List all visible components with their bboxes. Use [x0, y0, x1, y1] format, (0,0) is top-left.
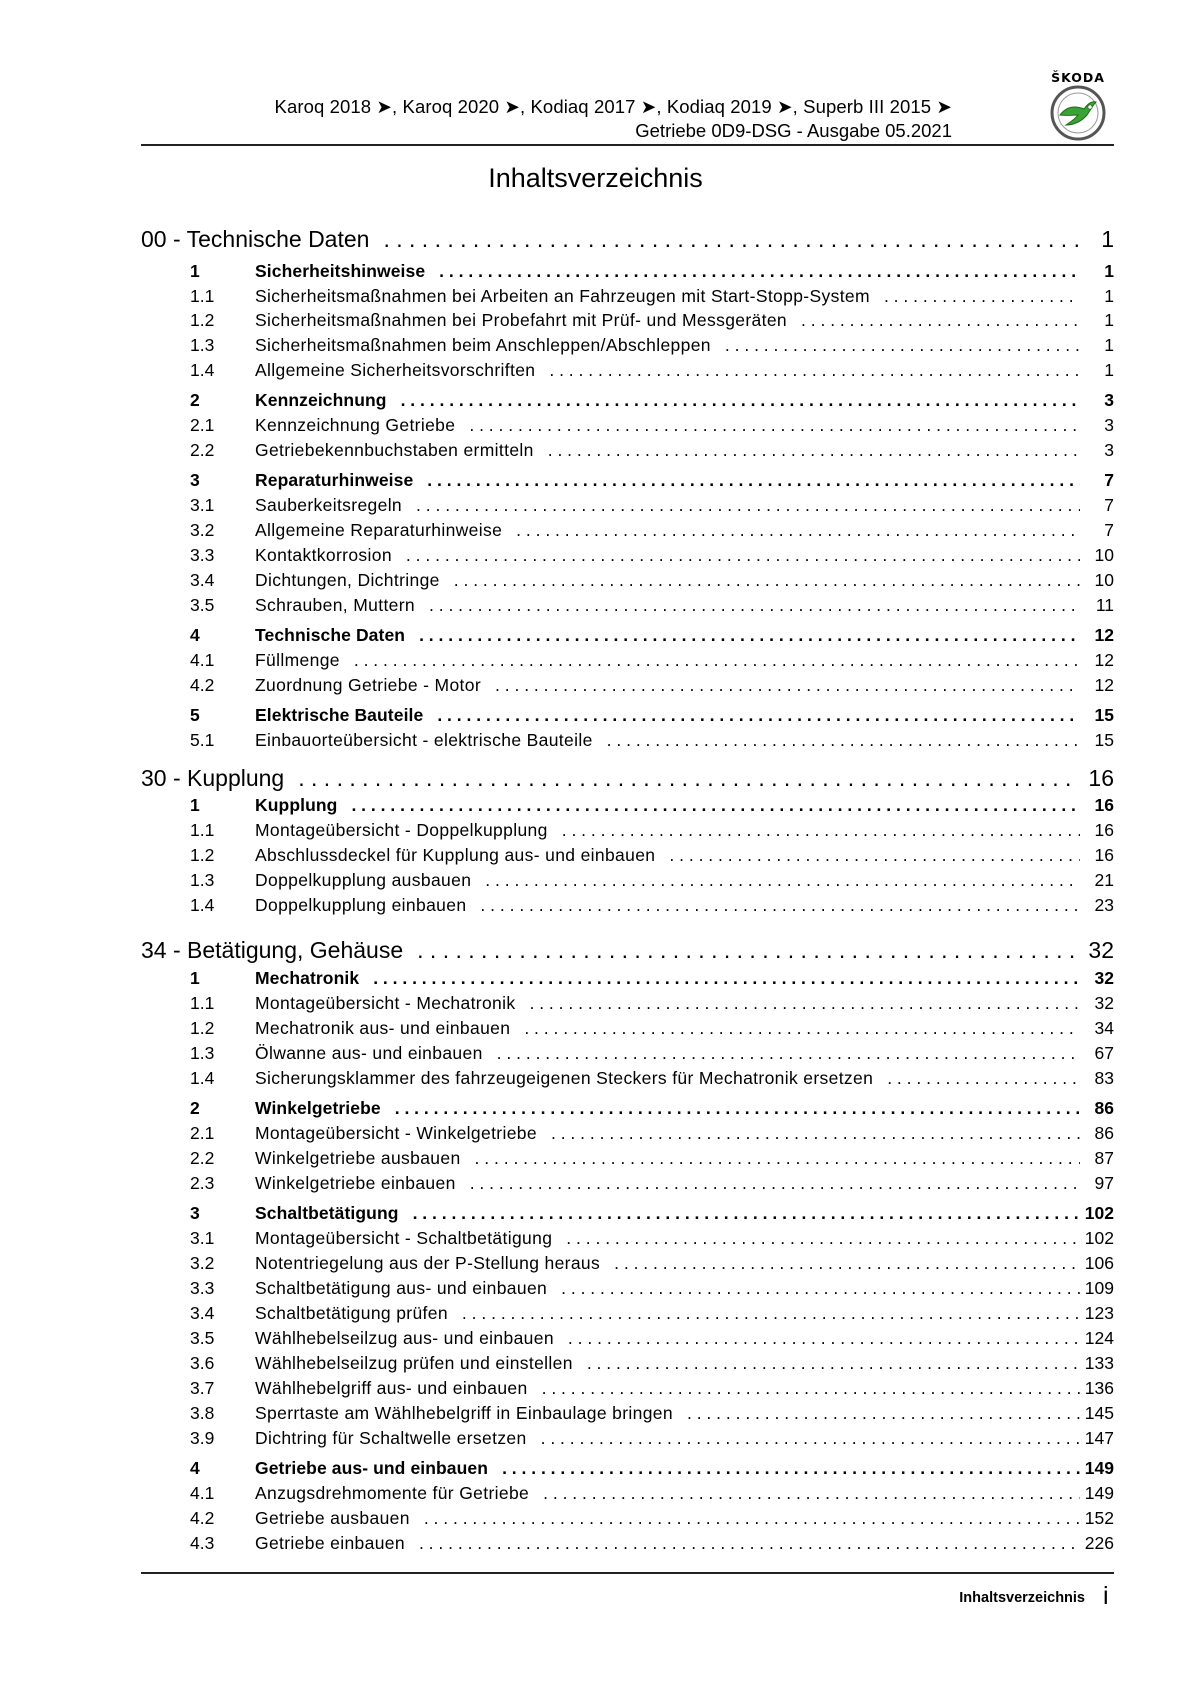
- toc-label: Sperrtaste am Wählhebelgriff in Einbaulage bringen: [255, 1403, 673, 1423]
- toc-subsection[interactable]: [141, 310, 1114, 332]
- toc-label: Abschlussdeckel für Kupplung aus- und einbauen: [255, 845, 656, 865]
- dot-leader: [403, 937, 1080, 964]
- toc-page-number: 67: [1094, 1043, 1114, 1063]
- toc-number: 3.4: [190, 1303, 215, 1323]
- toc-subsection[interactable]: [141, 1173, 1114, 1195]
- toc-section[interactable]: [141, 390, 1114, 412]
- toc-section[interactable]: [141, 705, 1114, 727]
- toc-number: 3.3: [190, 545, 215, 565]
- toc-section[interactable]: [141, 625, 1114, 647]
- dot-leader: [593, 730, 1080, 751]
- dot-leader: [547, 1278, 1080, 1299]
- toc-page-number: 123: [1084, 1303, 1114, 1323]
- toc-label: Schaltbetätigung prüfen: [255, 1303, 448, 1323]
- dot-leader: [405, 625, 1080, 646]
- toc-page-number: 149: [1084, 1483, 1114, 1503]
- dot-leader: [488, 1458, 1080, 1479]
- toc-label: Montageübersicht - Mechatronik: [255, 993, 516, 1013]
- toc-page-number: 86: [1094, 1098, 1114, 1118]
- toc-subsection[interactable]: [141, 1278, 1114, 1300]
- toc-number: 1: [190, 968, 200, 988]
- toc-number: 4.1: [190, 1483, 215, 1503]
- models-line: Karoq 2018 ➤, Karoq 2020 ➤, Kodiaq 2017 ➤, Kodiaq 2019 ➤, Superb III 2015 ➤: [274, 96, 952, 117]
- footer-section: Inhaltsverzeichnis: [959, 1590, 1085, 1606]
- toc-number: 3.1: [190, 495, 215, 515]
- toc-section[interactable]: [141, 261, 1114, 283]
- toc-subsection[interactable]: [141, 730, 1114, 752]
- toc-number: 3.2: [190, 1253, 215, 1273]
- toc-page-number: 1: [1104, 286, 1114, 306]
- toc-number: 3.8: [190, 1403, 215, 1423]
- toc-label: Winkelgetriebe einbauen: [255, 1173, 456, 1193]
- dot-leader: [548, 820, 1080, 841]
- toc-page-number: 1: [1101, 226, 1114, 252]
- dot-leader: [471, 870, 1080, 891]
- toc-label: Getriebe ausbauen: [255, 1508, 410, 1528]
- footer-rule: [141, 1572, 1114, 1574]
- toc-label: Doppelkupplung einbauen: [255, 895, 467, 915]
- toc-number: 4: [190, 1458, 200, 1478]
- toc-label: Sicherheitsmaßnahmen bei Arbeiten an Fahrzeugen mit Start-Stopp-System: [255, 286, 870, 306]
- dot-leader: [529, 1483, 1080, 1504]
- toc-label: Einbauorteübersicht - elektrische Bauteile: [255, 730, 593, 750]
- toc-subsection[interactable]: [141, 675, 1114, 697]
- dot-leader: [515, 993, 1080, 1014]
- dot-leader: [340, 650, 1080, 671]
- toc-label: 30 - Kupplung: [141, 765, 285, 791]
- footer-page-number: i: [1103, 1582, 1109, 1610]
- toc-number: 1.1: [190, 286, 215, 306]
- toc-page-number: 32: [1088, 937, 1114, 963]
- toc-label: Wählhebelseilzug prüfen und einstellen: [255, 1353, 573, 1373]
- toc-subsection[interactable]: [141, 1403, 1114, 1425]
- toc-subsection[interactable]: [141, 845, 1114, 867]
- toc-number: 4.2: [190, 675, 215, 695]
- toc-subsection[interactable]: [141, 1043, 1114, 1065]
- toc-page-number: 16: [1094, 845, 1114, 865]
- toc-label: Elektrische Bauteile: [255, 705, 424, 725]
- toc-label: Kennzeichnung Getriebe: [255, 415, 456, 435]
- toc-label: Mechatronik aus- und einbauen: [255, 1018, 511, 1038]
- dot-leader: [440, 570, 1080, 591]
- toc-page-number: 145: [1084, 1403, 1114, 1423]
- toc-number: 1: [190, 261, 200, 281]
- toc-subsection[interactable]: [141, 993, 1114, 1015]
- toc-label: Allgemeine Sicherheitsvorschriften: [255, 360, 536, 380]
- toc-label: Kupplung: [255, 795, 338, 815]
- toc-page-number: 1: [1104, 335, 1114, 355]
- toc-subsection[interactable]: [141, 440, 1114, 462]
- toc-number: 2.2: [190, 440, 215, 460]
- toc-label: Getriebe aus- und einbauen: [255, 1458, 489, 1478]
- toc-label: Reparaturhinweise: [255, 470, 414, 490]
- toc-label: Allgemeine Reparaturhinweise: [255, 520, 503, 540]
- dot-leader: [402, 495, 1080, 516]
- toc-subsection[interactable]: [141, 335, 1114, 357]
- dot-leader: [337, 795, 1080, 816]
- toc-number: 1.3: [190, 870, 215, 890]
- toc-page-number: 16: [1088, 765, 1114, 791]
- toc-label: Winkelgetriebe: [255, 1098, 381, 1118]
- toc-number: 3.4: [190, 570, 215, 590]
- toc-page-number: 10: [1094, 545, 1114, 565]
- dot-leader: [381, 1098, 1080, 1119]
- toc-page-number: 86: [1094, 1123, 1114, 1143]
- dot-leader: [711, 335, 1080, 356]
- dot-leader: [600, 1253, 1080, 1274]
- toc-label: Technische Daten: [255, 625, 406, 645]
- toc-page-number: 124: [1084, 1328, 1114, 1348]
- toc-page-number: 23: [1094, 895, 1114, 915]
- dot-leader: [552, 1228, 1080, 1249]
- toc-subsection[interactable]: [141, 820, 1114, 842]
- toc-subsection[interactable]: [141, 545, 1114, 567]
- dot-leader: [387, 390, 1080, 411]
- dot-leader: [510, 1018, 1080, 1039]
- toc-label: Wählhebelseilzug aus- und einbauen: [255, 1328, 554, 1348]
- dot-leader: [456, 1173, 1080, 1194]
- toc-label: Kontaktkorrosion: [255, 545, 392, 565]
- dot-leader: [528, 1378, 1080, 1399]
- dot-leader: [410, 1508, 1080, 1529]
- toc-page-number: 15: [1094, 730, 1114, 750]
- toc-page-number: 12: [1094, 675, 1114, 695]
- toc-number: 4.1: [190, 650, 215, 670]
- toc-number: 1.1: [190, 820, 215, 840]
- toc-subsection[interactable]: [141, 570, 1114, 592]
- toc-number: 3.2: [190, 520, 215, 540]
- toc-page-number: 21: [1094, 870, 1114, 890]
- toc-subsection[interactable]: [141, 870, 1114, 892]
- toc-number: 1: [190, 795, 200, 815]
- toc-section[interactable]: [141, 968, 1114, 990]
- toc-number: 1.4: [190, 1068, 215, 1088]
- toc-page-number: 16: [1094, 820, 1114, 840]
- toc-number: 2: [190, 390, 200, 410]
- dot-leader: [423, 705, 1080, 726]
- toc-number: 4.2: [190, 1508, 215, 1528]
- toc-label: Montageübersicht - Winkelgetriebe: [255, 1123, 537, 1143]
- toc-number: 2.3: [190, 1173, 215, 1193]
- toc-subsection[interactable]: [141, 520, 1114, 542]
- toc-number: 1.2: [190, 1018, 215, 1038]
- toc-label: Sicherheitsmaßnahmen bei Probefahrt mit Prüf- und Messgeräten: [255, 310, 788, 330]
- toc-page-number: 147: [1084, 1428, 1114, 1448]
- toc-section[interactable]: [141, 1203, 1114, 1225]
- toc-page-number: 102: [1084, 1203, 1114, 1223]
- toc-subsection[interactable]: [141, 495, 1114, 517]
- toc-page-number: 3: [1104, 415, 1114, 435]
- toc-number: 1.2: [190, 310, 215, 330]
- toc-subsection[interactable]: [141, 650, 1114, 672]
- toc-subsection[interactable]: [141, 1148, 1114, 1170]
- toc-number: 3.5: [190, 595, 215, 615]
- toc-subsection[interactable]: [141, 1508, 1114, 1530]
- dot-leader: [673, 1403, 1080, 1424]
- toc-label: Sicherungsklammer des fahrzeugeigenen Steckers für Mechatronik ersetzen: [255, 1068, 874, 1088]
- toc-label: Dichtungen, Dichtringe: [255, 570, 440, 590]
- dot-leader: [483, 1043, 1080, 1064]
- dot-leader: [655, 845, 1080, 866]
- dot-leader: [425, 261, 1080, 282]
- toc-number: 1.4: [190, 895, 215, 915]
- toc-chapter[interactable]: [141, 937, 1114, 967]
- dot-leader: [873, 1068, 1080, 1089]
- toc-section[interactable]: [141, 1458, 1114, 1480]
- toc-label: Ölwanne aus- und einbauen: [255, 1043, 483, 1063]
- toc-page-number: 149: [1084, 1458, 1114, 1478]
- toc-page-number: 32: [1094, 993, 1114, 1013]
- dot-leader: [573, 1353, 1080, 1374]
- toc-number: 4: [190, 625, 200, 645]
- dot-leader: [448, 1303, 1080, 1324]
- toc-label: Notentriegelung aus der P-Stellung heraus: [255, 1253, 601, 1273]
- toc-label: Wählhebelgriff aus- und einbauen: [255, 1378, 528, 1398]
- dot-leader: [502, 520, 1080, 541]
- toc-page-number: 12: [1094, 650, 1114, 670]
- toc-label: Sauberkeitsregeln: [255, 495, 403, 515]
- toc-label: Füllmenge: [255, 650, 340, 670]
- toc-page-number: 226: [1084, 1533, 1114, 1553]
- toc-subsection[interactable]: [141, 360, 1114, 382]
- toc-number: 3.1: [190, 1228, 215, 1248]
- toc-number: 3.5: [190, 1328, 215, 1348]
- edition-line: Getriebe 0D9-DSG - Ausgabe 05.2021: [635, 120, 952, 141]
- toc-number: 3.7: [190, 1378, 215, 1398]
- toc-subsection[interactable]: [141, 1483, 1114, 1505]
- toc-page-number: 12: [1094, 625, 1114, 645]
- brand-wordmark: ŠKODA: [1051, 70, 1105, 85]
- toc-chapter[interactable]: [141, 226, 1114, 256]
- dot-leader: [413, 470, 1080, 491]
- toc-label: Dichtring für Schaltwelle ersetzen: [255, 1428, 527, 1448]
- toc-page-number: 1: [1104, 261, 1114, 281]
- toc-subsection[interactable]: [141, 1378, 1114, 1400]
- toc-label: Schrauben, Muttern: [255, 595, 415, 615]
- toc-subsection[interactable]: [141, 1253, 1114, 1275]
- toc-label: Getriebekennbuchstaben ermitteln: [255, 440, 534, 460]
- toc-page-number: 83: [1094, 1068, 1114, 1088]
- toc-number: 1.4: [190, 360, 215, 380]
- toc-subsection[interactable]: [141, 1068, 1114, 1090]
- toc-label: Mechatronik: [255, 968, 360, 988]
- toc-label: Doppelkupplung ausbauen: [255, 870, 472, 890]
- toc-page-number: 10: [1094, 570, 1114, 590]
- dot-leader: [787, 310, 1080, 331]
- dot-leader: [481, 675, 1080, 696]
- toc-number: 2.1: [190, 415, 215, 435]
- toc-section[interactable]: [141, 1098, 1114, 1120]
- toc-label: Kennzeichnung: [255, 390, 387, 410]
- dot-leader: [455, 415, 1080, 436]
- toc-page-number: 102: [1084, 1228, 1114, 1248]
- toc-number: 1.2: [190, 845, 215, 865]
- toc-page-number: 15: [1094, 705, 1114, 725]
- toc-page-number: 1: [1104, 360, 1114, 380]
- toc-number: 1.3: [190, 335, 215, 355]
- toc-number: 1.1: [190, 993, 215, 1013]
- toc-page-number: 16: [1094, 795, 1114, 815]
- toc-page-number: 133: [1084, 1353, 1114, 1373]
- dot-leader: [359, 968, 1080, 989]
- toc-page-number: 7: [1104, 520, 1114, 540]
- toc-page-number: 3: [1104, 390, 1114, 410]
- toc-label: Montageübersicht - Schaltbetätigung: [255, 1228, 553, 1248]
- toc-page-number: 109: [1084, 1278, 1114, 1298]
- toc-subsection[interactable]: [141, 1303, 1114, 1325]
- page-title: Inhaltsverzeichnis: [488, 163, 703, 193]
- dot-leader: [284, 765, 1080, 792]
- toc-label: Sicherheitsmaßnahmen beim Anschleppen/Abschleppen: [255, 335, 711, 355]
- toc-section[interactable]: [141, 795, 1114, 817]
- toc-subsection[interactable]: [141, 415, 1114, 437]
- toc-label: Zuordnung Getriebe - Motor: [255, 675, 482, 695]
- dot-leader: [527, 1428, 1080, 1449]
- dot-leader: [537, 1123, 1080, 1144]
- dot-leader: [466, 895, 1080, 916]
- toc-number: 5: [190, 705, 200, 725]
- toc-subsection[interactable]: [141, 286, 1114, 308]
- toc-page-number: 97: [1094, 1173, 1114, 1193]
- toc-number: 2.1: [190, 1123, 215, 1143]
- dot-leader: [405, 1533, 1080, 1554]
- toc-label: 00 - Technische Daten: [141, 226, 370, 252]
- toc-number: 3: [190, 1203, 200, 1223]
- toc-page-number: 32: [1094, 968, 1114, 988]
- dot-leader: [534, 440, 1080, 461]
- dot-leader: [369, 226, 1080, 253]
- dot-leader: [535, 360, 1080, 381]
- toc-label: Schaltbetätigung: [255, 1203, 399, 1223]
- toc-subsection[interactable]: [141, 1018, 1114, 1040]
- dot-leader: [399, 1203, 1080, 1224]
- toc-label: Schaltbetätigung aus- und einbauen: [255, 1278, 548, 1298]
- toc-label: 34 - Betätigung, Gehäuse: [141, 937, 404, 963]
- toc-number: 1.3: [190, 1043, 215, 1063]
- toc-subsection[interactable]: [141, 595, 1114, 617]
- toc-subsection[interactable]: [141, 1328, 1114, 1350]
- toc-subsection[interactable]: [141, 1533, 1114, 1555]
- toc-subsection[interactable]: [141, 895, 1114, 917]
- toc-label: Winkelgetriebe ausbauen: [255, 1148, 461, 1168]
- toc-label: Getriebe einbauen: [255, 1533, 405, 1553]
- toc-subsection[interactable]: [141, 1353, 1114, 1375]
- toc-number: 4.3: [190, 1533, 215, 1553]
- dot-leader: [870, 286, 1080, 307]
- toc-number: 3: [190, 470, 200, 490]
- toc-subsection[interactable]: [141, 1428, 1114, 1450]
- toc-page-number: 87: [1094, 1148, 1114, 1168]
- toc-subsection[interactable]: [141, 1228, 1114, 1250]
- toc-page-number: 106: [1084, 1253, 1114, 1273]
- toc-page-number: 1: [1104, 310, 1114, 330]
- toc-section[interactable]: [141, 470, 1114, 492]
- toc-number: 5.1: [190, 730, 215, 750]
- toc-page-number: 152: [1084, 1508, 1114, 1528]
- toc-page-number: 34: [1094, 1018, 1114, 1038]
- toc-page-number: 7: [1104, 470, 1114, 490]
- toc-page-number: 136: [1084, 1378, 1114, 1398]
- dot-leader: [415, 595, 1080, 616]
- toc-label: Sicherheitshinweise: [255, 261, 426, 281]
- toc-page-number: 3: [1104, 440, 1114, 460]
- dot-leader: [392, 545, 1080, 566]
- toc-page-number: 7: [1104, 495, 1114, 515]
- toc-subsection[interactable]: [141, 1123, 1114, 1145]
- toc-chapter[interactable]: [141, 765, 1114, 795]
- toc-number: 3.3: [190, 1278, 215, 1298]
- toc-number: 3.6: [190, 1353, 215, 1373]
- toc-number: 3.9: [190, 1428, 215, 1448]
- dot-leader: [461, 1148, 1080, 1169]
- toc-label: Montageübersicht - Doppelkupplung: [255, 820, 548, 840]
- dot-leader: [554, 1328, 1080, 1349]
- toc-number: 2.2: [190, 1148, 215, 1168]
- toc-label: Anzugsdrehmomente für Getriebe: [255, 1483, 530, 1503]
- toc-page-number: 11: [1095, 595, 1114, 615]
- toc-number: 2: [190, 1098, 200, 1118]
